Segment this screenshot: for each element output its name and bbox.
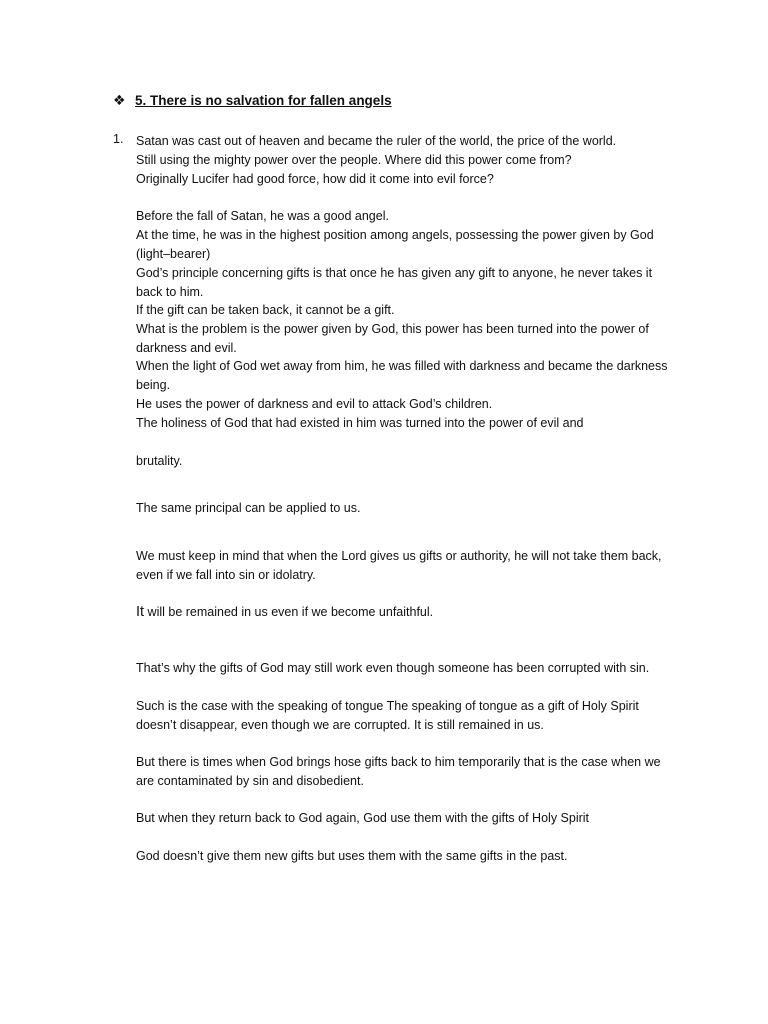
paragraph-line: God’s principle concerning gifts is that once he has given any gift to anyone, he never takes it bbox=[136, 266, 653, 280]
paragraph-line: Satan was cast out of heaven and became the ruler of the world, the price of the world. bbox=[136, 134, 617, 148]
paragraph-line: back to him. bbox=[136, 285, 204, 299]
paragraph-line: God doesn’t give them new gifts but uses them with the same gifts in the past. bbox=[136, 849, 568, 863]
paragraph-line: (light–bearer) bbox=[136, 247, 211, 261]
paragraph-line: If the gift can be taken back, it cannot be a gift. bbox=[136, 303, 395, 317]
paragraph-line: When the light of God wet away from him, he was filled with darkness and became the darkness bbox=[136, 359, 668, 373]
paragraph-line: At the time, he was in the highest position among angels, possessing the power given by God bbox=[136, 228, 654, 242]
paragraph-line: The same principal can be applied to us. bbox=[136, 501, 361, 515]
paragraph-line: Still using the mighty power over the people. Where did this power come from? bbox=[136, 153, 572, 167]
paragraph-line: That’s why the gifts of God may still work even though someone has been corrupted with sin. bbox=[136, 661, 650, 675]
paragraph-line: Originally Lucifer had good force, how did it come into evil force? bbox=[136, 172, 494, 186]
paragraph-line: darkness and evil. bbox=[136, 341, 237, 355]
paragraph-line: But there is times when God brings hose gifts back to him temporarily that is the case when we bbox=[136, 755, 661, 769]
paragraph-line: Such is the case with the speaking of tongue The speaking of tongue as a gift of Holy Spirit bbox=[136, 699, 639, 713]
paragraph-line: even if we fall into sin or idolatry. bbox=[136, 568, 316, 582]
paragraph-line: brutality. bbox=[136, 454, 183, 468]
paragraph-line bbox=[136, 603, 433, 622]
paragraph-line: But when they return back to God again, God use them with the gifts of Holy Spirit bbox=[136, 811, 590, 825]
paragraph-line: being. bbox=[136, 378, 171, 392]
heading-text: 5. There is no salvation for fallen angels bbox=[135, 93, 392, 108]
diamond-bullet-icon: ❖ bbox=[113, 92, 126, 108]
paragraph-line: He uses the power of darkness and evil to attack God’s children. bbox=[136, 397, 493, 411]
section-heading bbox=[113, 92, 392, 109]
paragraph-line: Before the fall of Satan, he was a good angel. bbox=[136, 209, 389, 223]
paragraph-line: We must keep in mind that when the Lord gives us gifts or authority, he will not take them back, bbox=[136, 549, 662, 563]
line-remainder: will be remained in us even if we become unfaithful. bbox=[147, 605, 434, 619]
paragraph-line: The holiness of God that had existed in him was turned into the power of evil and bbox=[136, 416, 584, 430]
paragraph-line: doesn’t disappear, even though we are corrupted. It is still remained in us. bbox=[136, 718, 544, 732]
paragraph-line: are contaminated by sin and disobedient. bbox=[136, 774, 364, 788]
it-word: It bbox=[136, 604, 145, 620]
paragraph-line: What is the problem is the power given by God, this power has been turned into the power of bbox=[136, 322, 649, 336]
list-number: 1. bbox=[113, 132, 124, 146]
